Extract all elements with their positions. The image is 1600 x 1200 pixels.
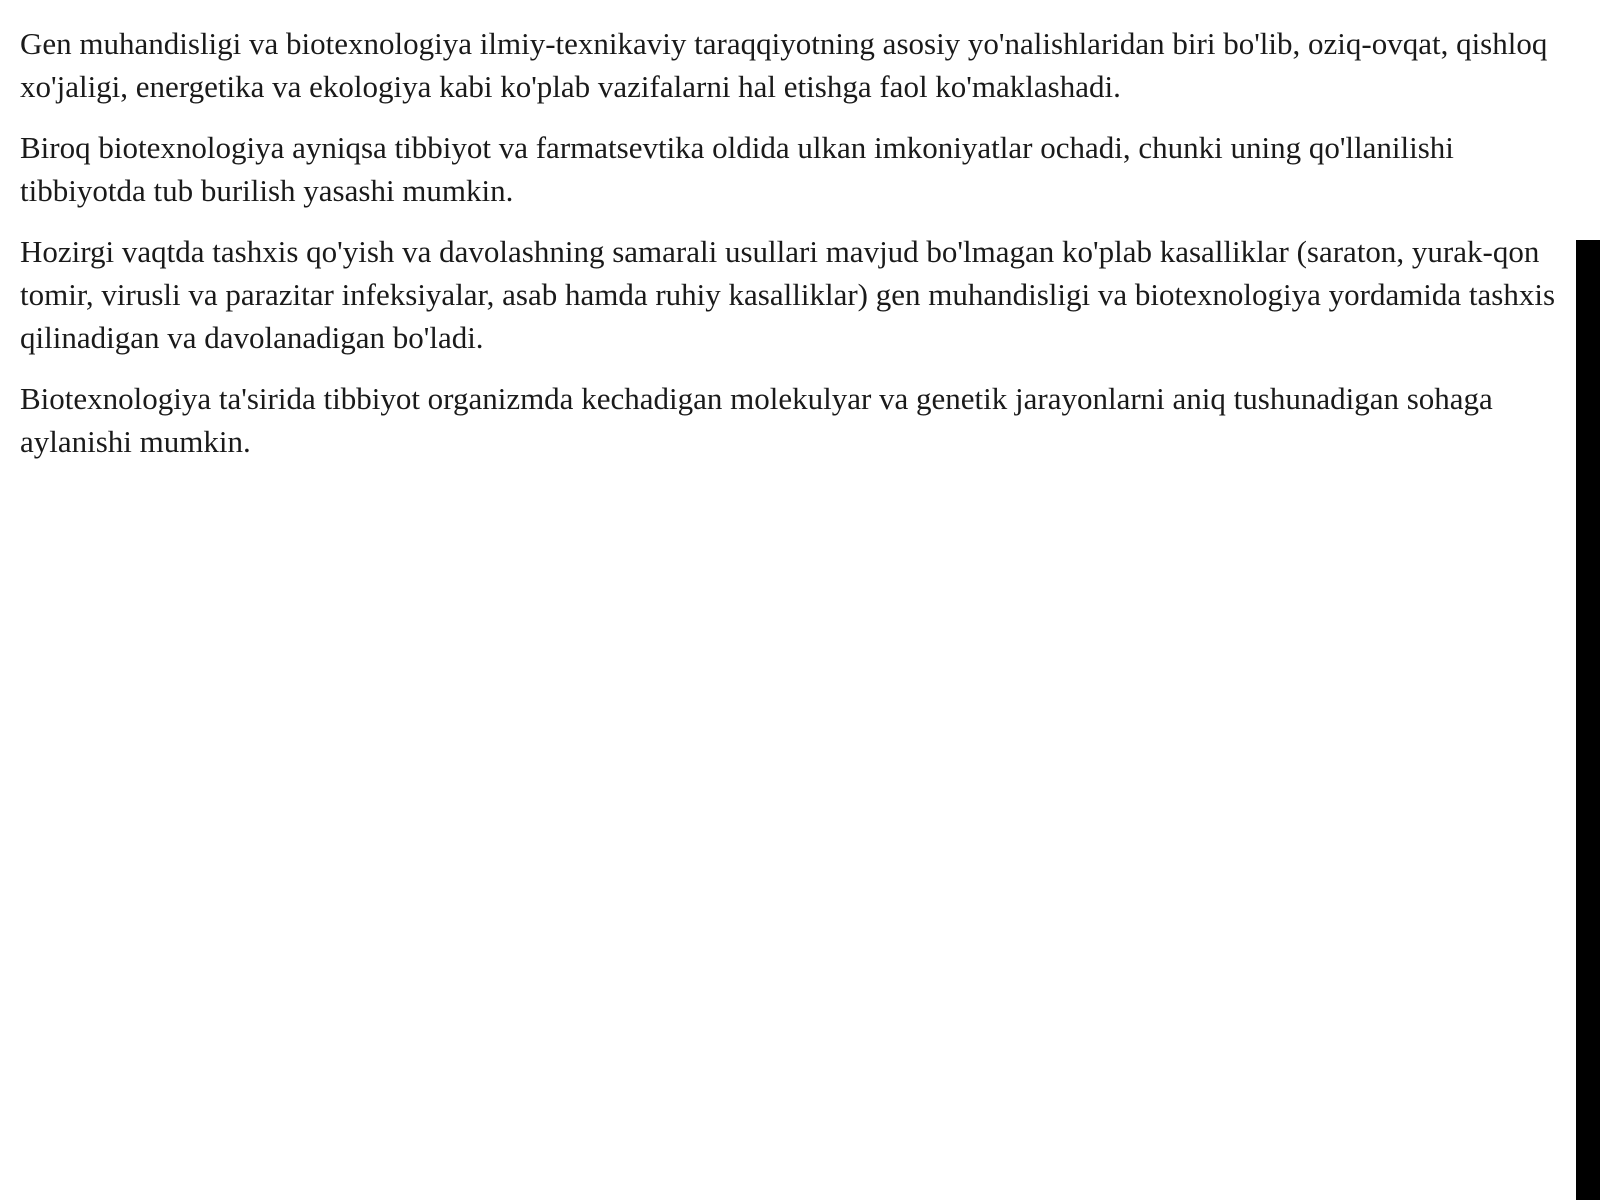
paragraph-4: Biotexnologiya ta'sirida tibbiyot organizmda kechadigan molekulyar va genetik jarayonlarni aniq tushunadigan sohaga aylanishi mumkin. [20, 381, 1493, 459]
paragraph-1: Gen muhandisligi va biotexnologiya ilmiy-texnikaviy taraqqiyotning asosiy yo'nalishlaridan biri bo'lib, oziq-ovqat, qishloq xo'jaligi, energetika va ekologiya kabi ko'plab vazifalarni hal etishga faol ko'maklashadi. [20, 26, 1548, 104]
scrollbar[interactable] [1576, 240, 1600, 1200]
paragraph-3: Hozirgi vaqtda tashxis qo'yish va davolashning samarali usullari mavjud bo'lmagan ko'plab kasalliklar (saraton, yurak-qon tomir, virusli va parazitar infeksiyalar, asab hamda ruhiy kasalliklar) gen muhandisligi va biotexnologiya yordamida tashxis qilinadigan va davolanadigan bo'ladi. [20, 234, 1556, 355]
document-body [20, 22, 1570, 481]
paragraph-2: Biroq biotexnologiya ayniqsa tibbiyot va farmatsevtika oldida ulkan imkoniyatlar ochadi, chunki uning qo'llanilishi tibbiyotda tub burilish yasashi mumkin. [20, 130, 1454, 208]
